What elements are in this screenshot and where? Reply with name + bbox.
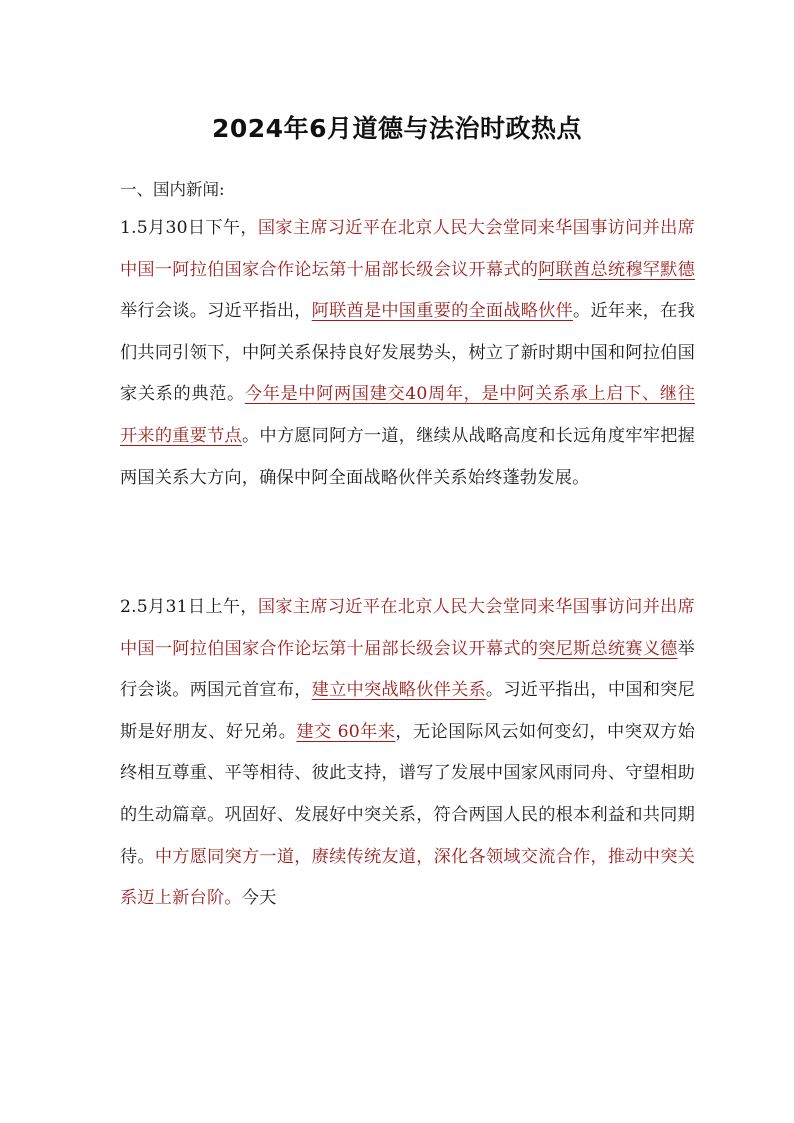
paragraph-1-segment-8: 。中方愿同阿方一道，继续从战略高度和长远角度牢牢把握两国关系大方向，确保中阿全面战略伙伴关系始终蓬勃发展。 [120, 425, 696, 488]
paragraph-1-segment-6: 。近年来，在我们共同引领下，中阿关系保持良好发展势头，树立了新时期中国和阿拉伯国家关系的典范。 [120, 301, 695, 405]
paragraph-2-segment-8: ，无论国际风云如何变幻，中突双方始终相互尊重、平等相待、彼此支持，谱写了发展中国家风雨同舟、守望相助的生动篇章。巩固好、发展好中突关系，符合两国人民的根本利益和共同期待。 [120, 721, 695, 867]
paragraph-1-segment-7: 今年是中阿两国建交40周年，是中阿关系承上启下、继往开来的重要节点 [120, 384, 695, 446]
paragraph-2-segment-5: 建立中突战略伙伴关系 [311, 680, 486, 701]
paragraph-2-segment-2: 国家主席习近平在北京人民大会堂同来华国事访问并出席中国一阿拉伯国家合作论坛第十届部长级会议开幕式的 [120, 597, 695, 659]
document-title: 2024年6月道德与法治时政热点 [212, 114, 582, 143]
paragraph-2-segment-10: 今天 [241, 888, 277, 909]
paragraph-1-segment-4: 举行会谈。习近平指出， [120, 301, 312, 322]
section-heading: 一、国内新闻: [120, 180, 225, 199]
news-paragraph-1 [120, 208, 695, 499]
paragraph-2-segment-3: 突尼斯总统赛义德 [538, 638, 678, 659]
paragraph-2-segment-6: 。习近平指出，中国和突尼斯是好朋友、好兄弟。 [120, 680, 695, 742]
paragraph-2-segment-1: 2.5月31日上午， [120, 597, 258, 617]
paragraph-1-segment-3: 阿联酋总统穆罕默德 [538, 259, 695, 280]
news-paragraph-2 [120, 587, 695, 920]
paragraph-1-segment-5: 阿联酋是中国重要的全面战略伙伴 [311, 301, 574, 322]
paragraph-2-segment-7: 建交 60年来 [296, 721, 396, 742]
paragraph-1-segment-1: 1.5月30日下午， [120, 218, 258, 238]
paragraph-2-segment-4: 举行会谈。两国元首宣布， [120, 638, 695, 701]
paragraph-2-segment-9: 中方愿同突方一道，赓续传统友道，深化各领域交流合作，推动中突关系迈上新台阶。 [120, 846, 696, 909]
paragraph-1-segment-2: 国家主席习近平在北京人民大会堂同来华国事访问并出席中国一阿拉伯国家合作论坛第十届部长级会议开幕式的 [120, 218, 695, 280]
